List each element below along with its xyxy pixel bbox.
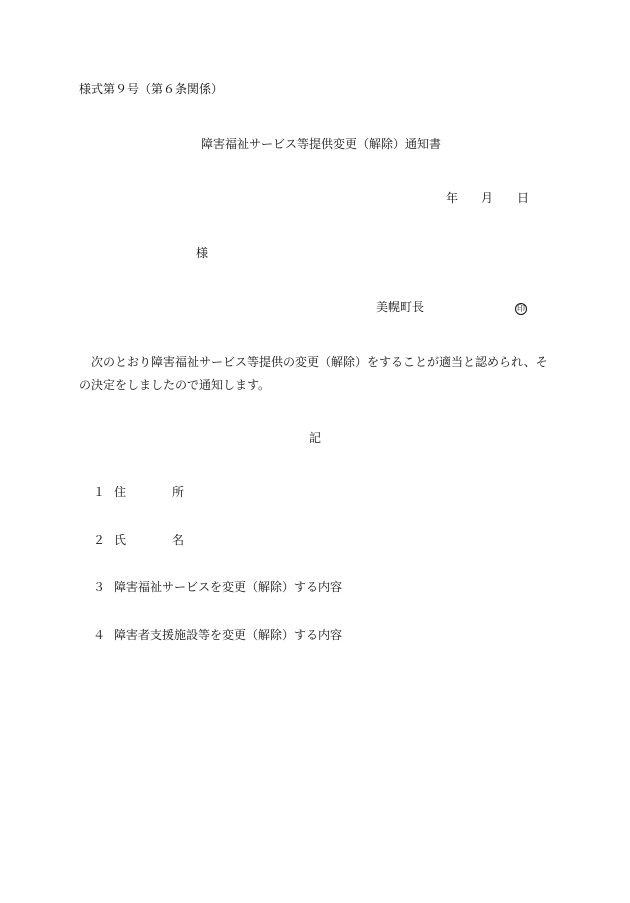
item-label: 障害者支援施設等を変更（解除）する内容 <box>114 628 343 642</box>
issuer-name: 美幌町長 <box>376 300 425 314</box>
item-address <box>93 484 184 500</box>
item-label: 障害福祉サービスを変更（解除）する内容 <box>114 580 343 594</box>
item-service-change <box>93 579 342 595</box>
item-number: ２ <box>93 533 106 547</box>
date-year-label: 年 <box>446 191 459 205</box>
addressee-honorific: 様 <box>196 246 209 260</box>
item-label-second: 名 <box>172 533 185 547</box>
date-day-label: 日 <box>517 191 530 205</box>
item-label-first: 氏 <box>114 533 127 547</box>
date-month-label: 月 <box>481 191 494 205</box>
item-number: １ <box>93 485 106 499</box>
seal-mark <box>515 299 527 315</box>
item-facility-change <box>93 627 342 643</box>
item-number: ４ <box>93 628 106 642</box>
notice-body <box>79 351 557 397</box>
item-number: ３ <box>93 580 106 594</box>
notice-body-text: 次のとおり障害福祉サービス等提供の変更（解除）をすることが適当と認められ、その決定をしましたので通知します。 <box>79 355 548 392</box>
form-number: 様式第９号（第６条関係） <box>79 82 224 96</box>
item-label-second: 所 <box>172 485 185 499</box>
document-title: 障害福祉サービス等提供変更（解除）通知書 <box>201 137 442 151</box>
item-label-first: 住 <box>114 485 127 499</box>
item-name <box>93 532 184 548</box>
ki-heading: 記 <box>309 431 322 445</box>
seal-icon: 印 <box>517 304 525 313</box>
